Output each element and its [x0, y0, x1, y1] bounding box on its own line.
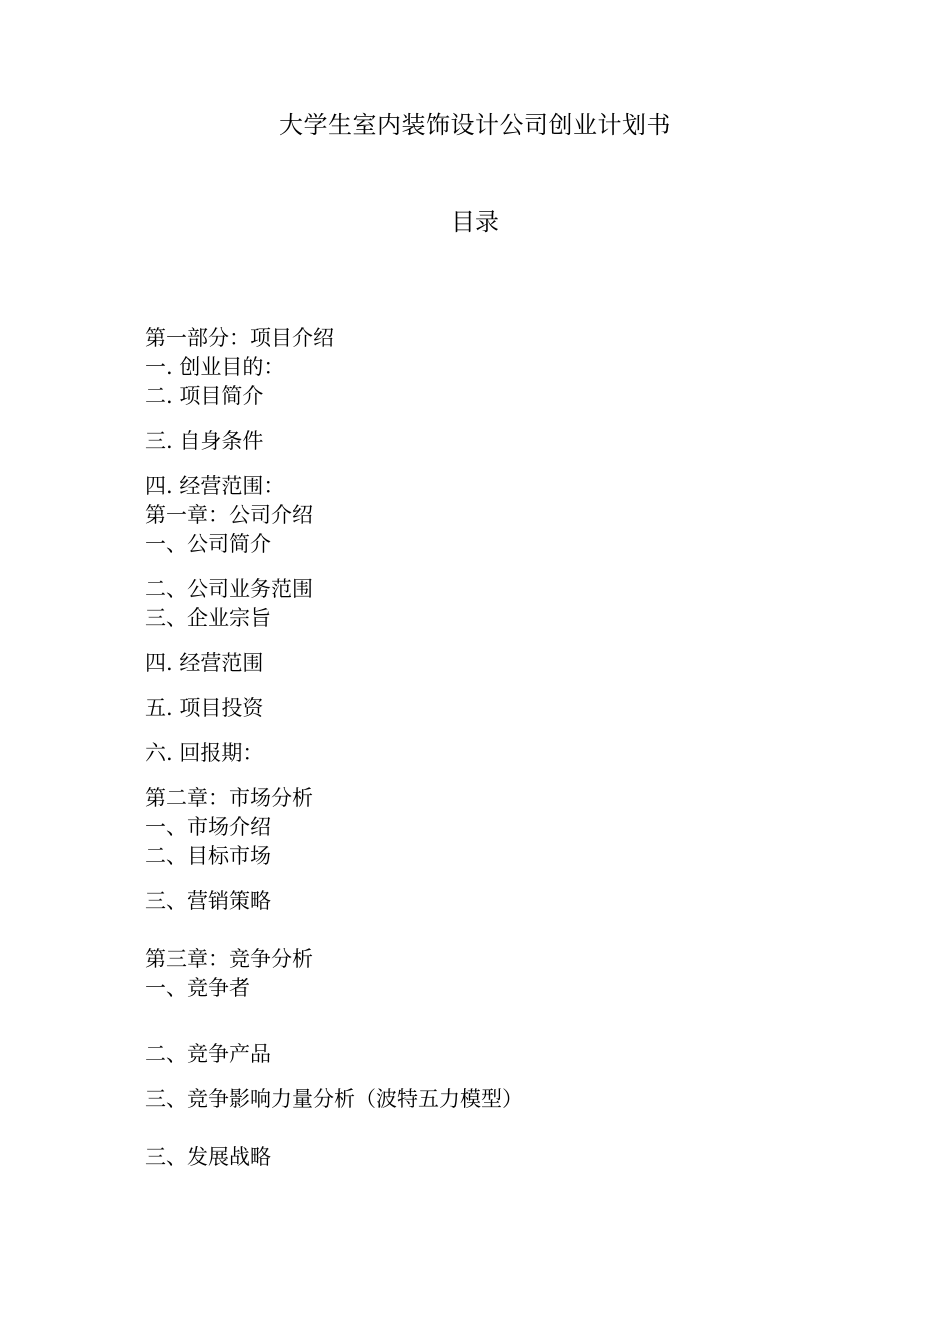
toc-item: 三. 自身条件: [145, 429, 264, 453]
toc-item: 四. 经营范围: [145, 651, 264, 675]
toc-part-1: 第一部分：项目介绍: [145, 326, 334, 350]
toc-item: 四. 经营范围：: [145, 474, 285, 498]
toc-item: 一、竞争者: [145, 976, 250, 1000]
toc-chapter-1: 第一章：公司介绍: [145, 503, 313, 527]
toc-item: 五. 项目投资: [145, 696, 264, 720]
toc-item: 二、竞争产品: [145, 1042, 271, 1066]
toc-item: 三、发展战略: [145, 1145, 271, 1169]
document-title: 大学生室内装饰设计公司创业计划书: [279, 111, 671, 139]
toc-item: 一. 创业目的：: [145, 355, 285, 379]
toc-item: 二. 项目简介: [145, 384, 264, 408]
toc-item: 三、营销策略: [145, 889, 271, 913]
toc-chapter-3: 第三章：竞争分析: [145, 947, 313, 971]
toc-chapter-2: 第二章：市场分析: [145, 786, 313, 810]
toc-item: 一、市场介绍: [145, 815, 271, 839]
toc-item: 六. 回报期：: [145, 741, 264, 765]
toc-item: 二、目标市场: [145, 844, 271, 868]
toc-heading: 目录: [451, 208, 499, 236]
toc-item: 三、竞争影响力量分析（波特五力模型）: [145, 1087, 523, 1111]
toc-item: 二、公司业务范围: [145, 577, 313, 601]
toc-item: 一、公司简介: [145, 532, 271, 556]
toc-item: 三、企业宗旨: [145, 606, 271, 630]
